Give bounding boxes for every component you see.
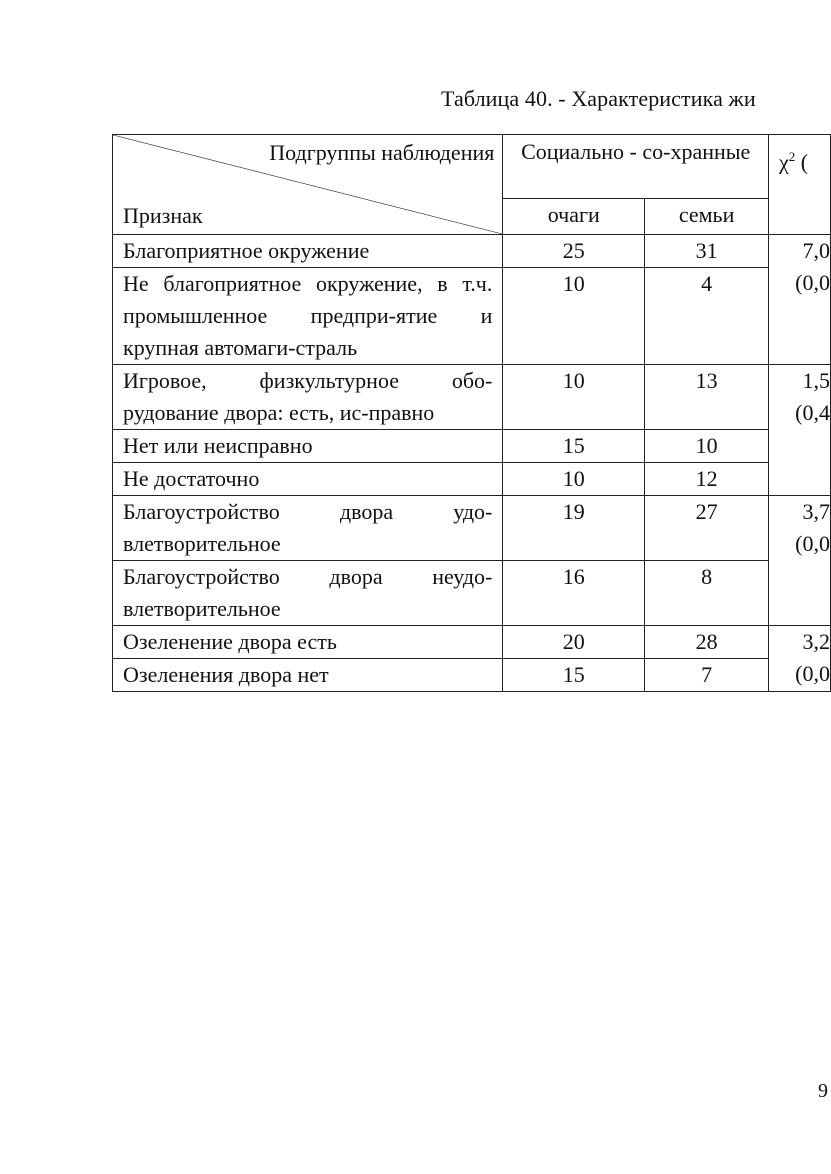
data-table	[112, 134, 831, 692]
table-row	[113, 659, 831, 692]
table-row	[113, 561, 831, 626]
semyi-cell: 8	[645, 561, 769, 626]
table-row	[113, 496, 831, 561]
ochagi-cell: 16	[503, 561, 645, 626]
table-row	[113, 430, 831, 463]
feature-cell: Не достаточно	[113, 463, 503, 496]
ochagi-cell: 20	[503, 626, 645, 659]
social-group-header: Социально - со-хранные	[503, 135, 769, 199]
chi-square-header: $\chi^2$ (	[769, 135, 831, 235]
ochagi-cell: 15	[503, 659, 645, 692]
semyi-cell: 4	[645, 268, 769, 365]
feature-cell: Озеленения двора нет	[113, 659, 503, 692]
feature-cell: Озеленение двора есть	[113, 626, 503, 659]
chi-cell: 7,0 (0,0	[769, 235, 831, 365]
table-row	[113, 626, 831, 659]
table-row	[113, 365, 831, 430]
semyi-cell: 10	[645, 430, 769, 463]
subgroups-label: Подгруппы наблюдения	[269, 140, 495, 165]
ochagi-cell: 15	[503, 430, 645, 463]
header-row	[113, 135, 831, 199]
feature-cell: Благоустройство двора неудо-влетворительное	[113, 561, 503, 626]
chi-cell: 1,5 (0,4	[769, 365, 831, 496]
table-row	[113, 235, 831, 268]
table-row	[113, 268, 831, 365]
chi-cell: 3,2 (0,0	[769, 626, 831, 692]
ochagi-header: очаги	[503, 199, 645, 235]
diagonal-header-cell	[113, 135, 503, 235]
ochagi-cell: 10	[503, 365, 645, 430]
feature-cell: Не благоприятное окружение, в т.ч. промышленное предпри-ятие и крупная автомаги-страль	[113, 268, 503, 365]
feature-label: Признак	[123, 203, 203, 228]
ochagi-cell: 19	[503, 496, 645, 561]
feature-cell: Нет или неисправно	[113, 430, 503, 463]
semyi-cell: 12	[645, 463, 769, 496]
semyi-header: семьи	[645, 199, 769, 235]
feature-cell: Благоприятное окружение	[113, 235, 503, 268]
ochagi-cell: 10	[503, 463, 645, 496]
chi-cell: 3,7 (0,0	[769, 496, 831, 626]
semyi-cell: 13	[645, 365, 769, 430]
feature-cell: Благоустройство двора удо-влетворительное	[113, 496, 503, 561]
table-caption: Таблица 40. - Характеристика жи	[441, 86, 756, 111]
ochagi-cell: 10	[503, 268, 645, 365]
semyi-cell: 31	[645, 235, 769, 268]
feature-cell: Игровое, физкультурное обо-рудование двора: есть, ис-правно	[113, 365, 503, 430]
semyi-cell: 27	[645, 496, 769, 561]
semyi-cell: 7	[645, 659, 769, 692]
table-row	[113, 463, 831, 496]
ochagi-cell: 25	[503, 235, 645, 268]
semyi-cell: 28	[645, 626, 769, 659]
page-number: 9	[818, 1080, 828, 1102]
